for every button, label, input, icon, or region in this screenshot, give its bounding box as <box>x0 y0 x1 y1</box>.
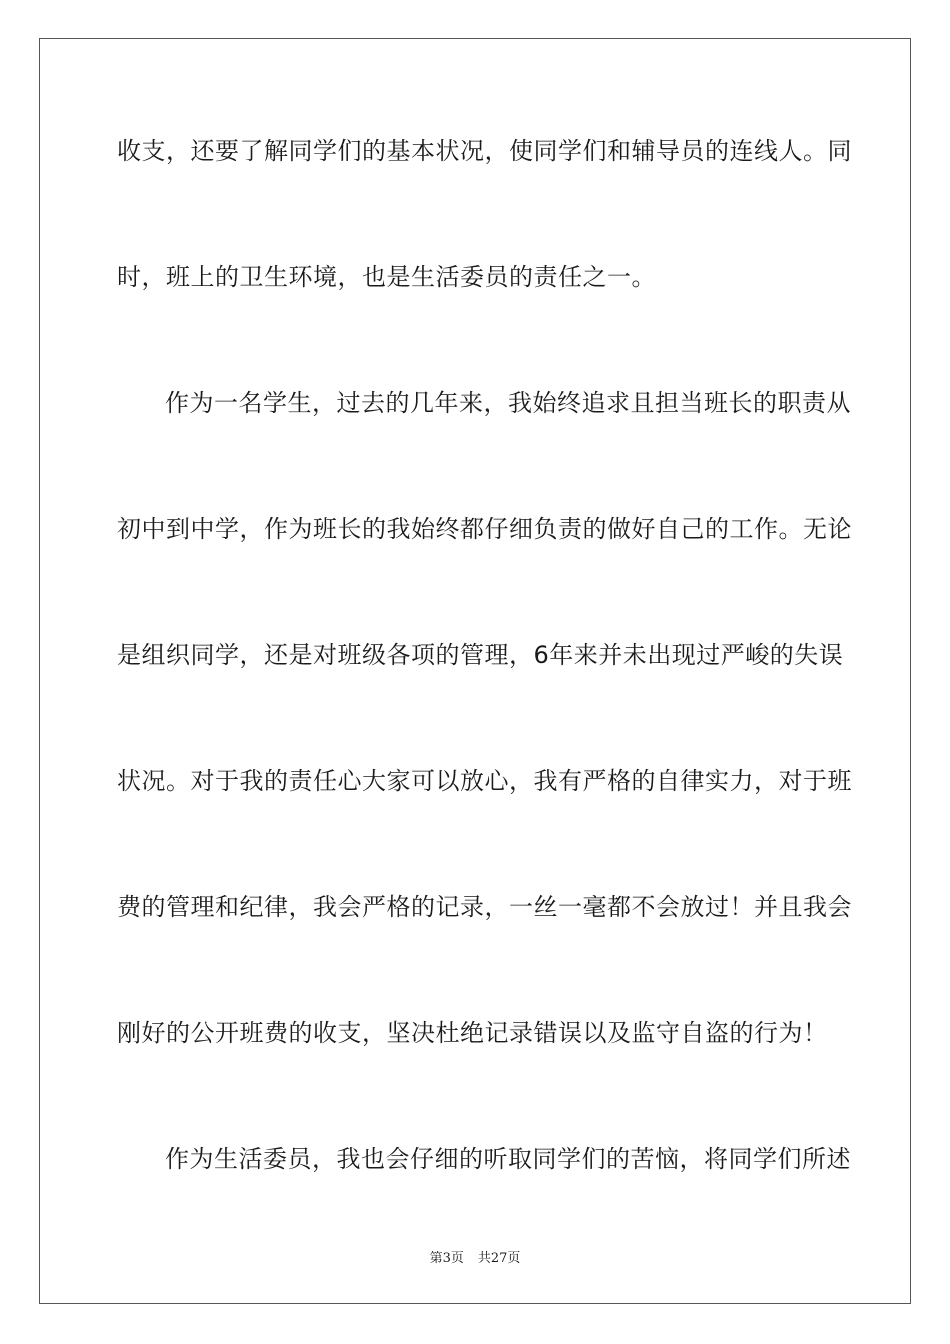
page-footer <box>0 1247 950 1266</box>
total-pages: 共27页 <box>477 1251 521 1266</box>
text-line-7: 费的管理和纪律，我会严格的记录，一丝一毫都不会放过！并且我会 <box>117 893 852 921</box>
text-line-9: 作为生活委员，我也会仔细的听取同学们的苦恼，将同学们所述 <box>165 1145 851 1173</box>
text-line-5: 是组织同学，还是对班级各项的管理，6年来并未出现过严峻的失误 <box>117 641 844 669</box>
text-line-8: 刚好的公开班费的收支，坚决杜绝记录错误以及监守自盗的行为！ <box>117 1019 828 1047</box>
text-line-3: 作为一名学生，过去的几年来，我始终追求且担当班长的职责从 <box>165 389 851 417</box>
text-line-2: 时，班上的卫生环境，也是生活委员的责任之一。 <box>117 263 656 291</box>
page-border <box>39 38 911 1304</box>
text-line-1: 收支，还要了解同学们的基本状况，使同学们和辅导员的连线人。同 <box>117 137 852 165</box>
text-line-6: 状况。对于我的责任心大家可以放心，我有严格的自律实力，对于班 <box>117 767 852 795</box>
page-number: 第3页 <box>429 1251 464 1266</box>
text-line-4: 初中到中学，作为班长的我始终都仔细负责的做好自己的工作。无论 <box>117 515 852 543</box>
